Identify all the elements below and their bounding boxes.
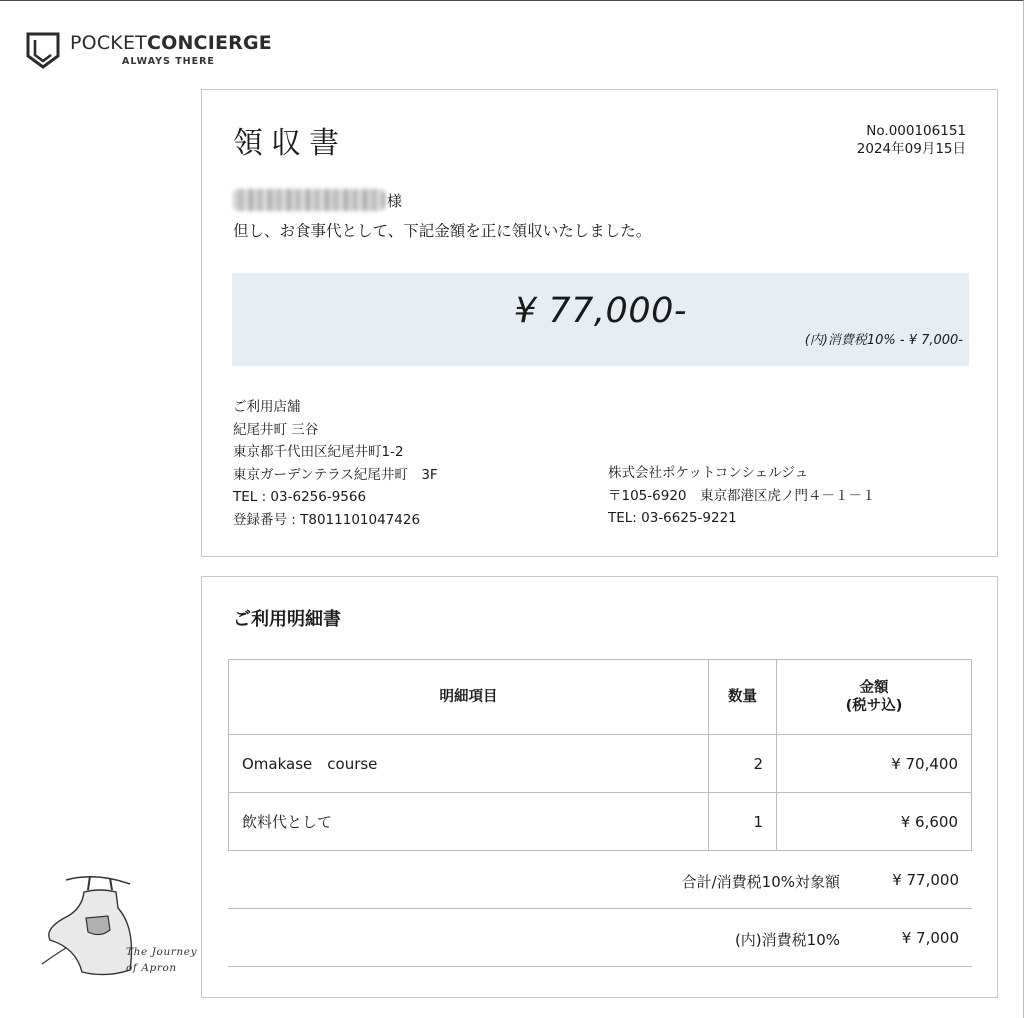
pocket-concierge-logo[interactable] [26,32,272,72]
shop-info [233,396,438,532]
items-table [228,659,972,851]
tax-note: (内)消費税10% - ¥ 7,000- [804,333,963,348]
detail-title: ご利用明細書 [233,609,341,630]
shop-registration: 登録番号 : T8011101047426 [233,511,421,528]
brand-name [70,32,272,54]
row-item: 飲料代として [229,793,709,851]
table-row [229,793,972,851]
row-qty: 2 [709,735,777,793]
shop-address-line2: 東京ガーデンテラス紀尾井町 3F [233,466,438,483]
apron-caption-line2: of Apron [126,962,177,974]
header-item: 明細項目 [229,660,709,735]
company-address: 〒105-6920 東京都港区虎ノ門４－１－１ [608,487,876,504]
addressee [233,188,402,212]
row-amount: ¥ 70,400 [777,735,972,793]
detail-card [201,576,998,998]
total-row [228,851,972,909]
shield-logo-icon [26,32,60,70]
tax-row [228,909,972,967]
proviso-text: 但し、お食事代として、下記金額を正に領収いたしました。 [233,222,652,240]
apron-caption [126,944,197,976]
apron-caption-line1: The Journey [126,946,198,958]
company-name: 株式会社ポケットコンシェルジュ [608,465,809,481]
amount-box [232,273,969,366]
tax-label: (内)消費税10% [734,931,840,949]
row-amount: ¥ 6,600 [777,793,972,851]
honorific: 様 [387,191,403,210]
receipt-title: 領収書 [233,126,347,161]
row-item: Omakase course [229,735,709,793]
shop-address-line1: 東京都千代田区紀尾井町1-2 [233,444,404,461]
company-tel: TEL: 03-6625-9221 [608,510,737,527]
brand-name-part2: CONCIERGE [146,32,272,54]
tax-value: ¥ 7,000 [901,929,959,947]
receipt-date: 2024年09月15日 [856,141,966,157]
table-row [229,735,972,793]
receipt-card [201,89,998,557]
header-amount [777,660,972,735]
receipt-meta [857,122,966,158]
shop-label: ご利用店舗 [233,399,301,415]
company-info [608,462,876,530]
header-amount-line1: 金額 [859,680,889,696]
table-header-row [229,660,972,735]
total-label: 合計/消費税10%対象額 [681,873,840,891]
brand-name-part1: POCKET [70,32,147,54]
receipt-number: No.000106151 [866,123,966,139]
row-qty: 1 [709,793,777,851]
total-amount: ¥ 77,000- [514,291,687,331]
shop-name: 紀尾井町 三谷 [233,421,319,438]
redacted-name [233,189,385,211]
header-qty: 数量 [709,660,777,735]
total-value: ¥ 77,000 [892,871,959,889]
header-amount-line2: (税サ込) [845,698,903,714]
shop-tel: TEL : 03-6256-9566 [233,489,367,506]
brand-tagline: ALWAYS THERE [122,56,215,67]
